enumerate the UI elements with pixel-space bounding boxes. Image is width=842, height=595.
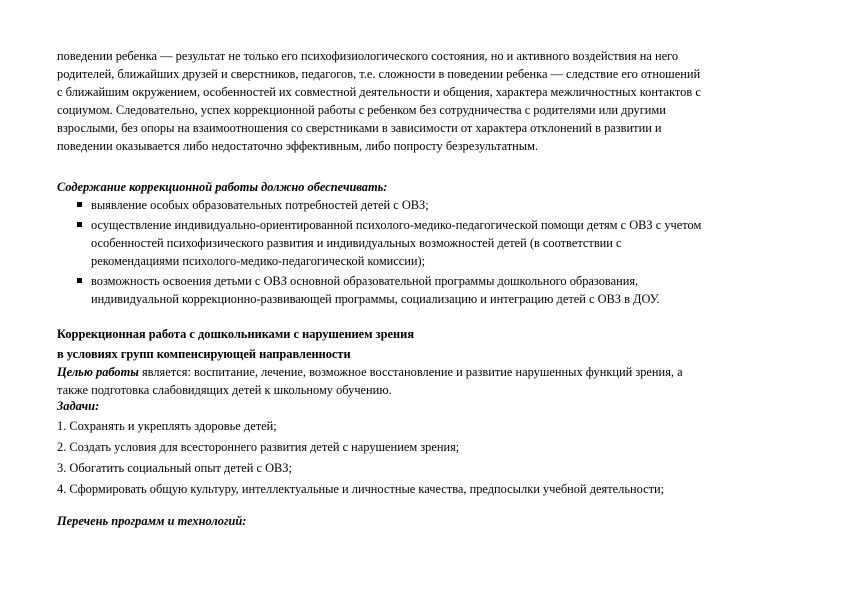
section-subtitle	[57, 345, 787, 363]
tasks-list	[57, 416, 787, 500]
list-item-line: возможность освоения детьми с ОВЗ основной образовательной программы дошкольного образования,	[91, 274, 639, 288]
content-list	[57, 196, 787, 308]
section-title-line: в условиях групп компенсирующей направленности	[57, 347, 351, 361]
task-item: 4. Сформировать общую культуру, интеллектуальные и личностные качества, предпосылки учебной деятельности;	[57, 482, 665, 496]
goal-text: является: воспитание, лечение, возможное восстановление и развитие нарушенных функций зрения, а	[138, 365, 683, 379]
goal-line: также подготовка слабовидящих детей к школьному обучению.	[57, 383, 392, 397]
section-title-line: Коррекционная работа с дошкольниками с нарушением зрения	[57, 327, 415, 341]
intro-line: с ближайшим окружением, особенностей их совместной деятельности и общения, характера межличностных контактов с	[57, 85, 701, 99]
content-heading: Содержание коррекционной работы должно обеспечивать:	[57, 180, 388, 194]
programs-heading: Перечень программ и технологий:	[57, 514, 247, 528]
intro-line: поведении ребенка — результат не только его психофизиологического состояния, но и активного воздействия на него	[57, 49, 679, 63]
list-item	[57, 216, 787, 270]
list-item-line: рекомендациями психолого-медико-педагогической комиссии);	[91, 254, 426, 268]
list-item-line: выявление особых образовательных потребностей детей с ОВЗ;	[91, 198, 429, 212]
task-item: 3. Обогатить социальный опыт детей с ОВЗ;	[57, 461, 292, 475]
list-item-line: индивидуальной коррекционно-развивающей программы, социализацию и интеграцию детей с ОВЗ в ДОУ.	[91, 292, 660, 306]
section-title	[57, 325, 787, 343]
intro-line: взрослыми, без опоры на взаимоотношения со сверстниками в зависимости от характера отклонений в развитии и	[57, 121, 662, 135]
intro-paragraph	[57, 47, 787, 155]
bullet-icon	[77, 278, 82, 283]
goal-paragraph	[57, 363, 787, 399]
intro-line: поведении оказывается либо недостаточно эффективным, либо попросту безрезультатным.	[57, 139, 539, 153]
bullet-icon	[77, 202, 82, 207]
task-item: 1. Сохранять и укреплять здоровье детей;	[57, 419, 277, 433]
tasks-label: Задачи:	[57, 399, 100, 413]
list-item	[57, 196, 787, 214]
intro-line: социумом. Следовательно, успех коррекционной работы с ребенком без сотрудничества с родителями или другими	[57, 103, 666, 117]
task-item: 2. Создать условия для всестороннего развития детей с нарушением зрения;	[57, 440, 460, 454]
list-item-line: осуществление индивидуально-ориентированной психолого-медико-педагогической помощи детям с ОВЗ с учетом	[91, 218, 702, 232]
goal-line	[57, 363, 787, 381]
list-item	[57, 272, 787, 308]
goal-label: Целью работы	[57, 365, 139, 379]
bullet-icon	[77, 222, 82, 227]
list-item-line: особенностей психофизического развития и индивидуальных возможностей детей (в соответствии с	[91, 236, 622, 250]
intro-line: родителей, ближайших друзей и сверстников, педагогов, т.е. сложности в поведении ребенка — следствие его отношений	[57, 67, 701, 81]
